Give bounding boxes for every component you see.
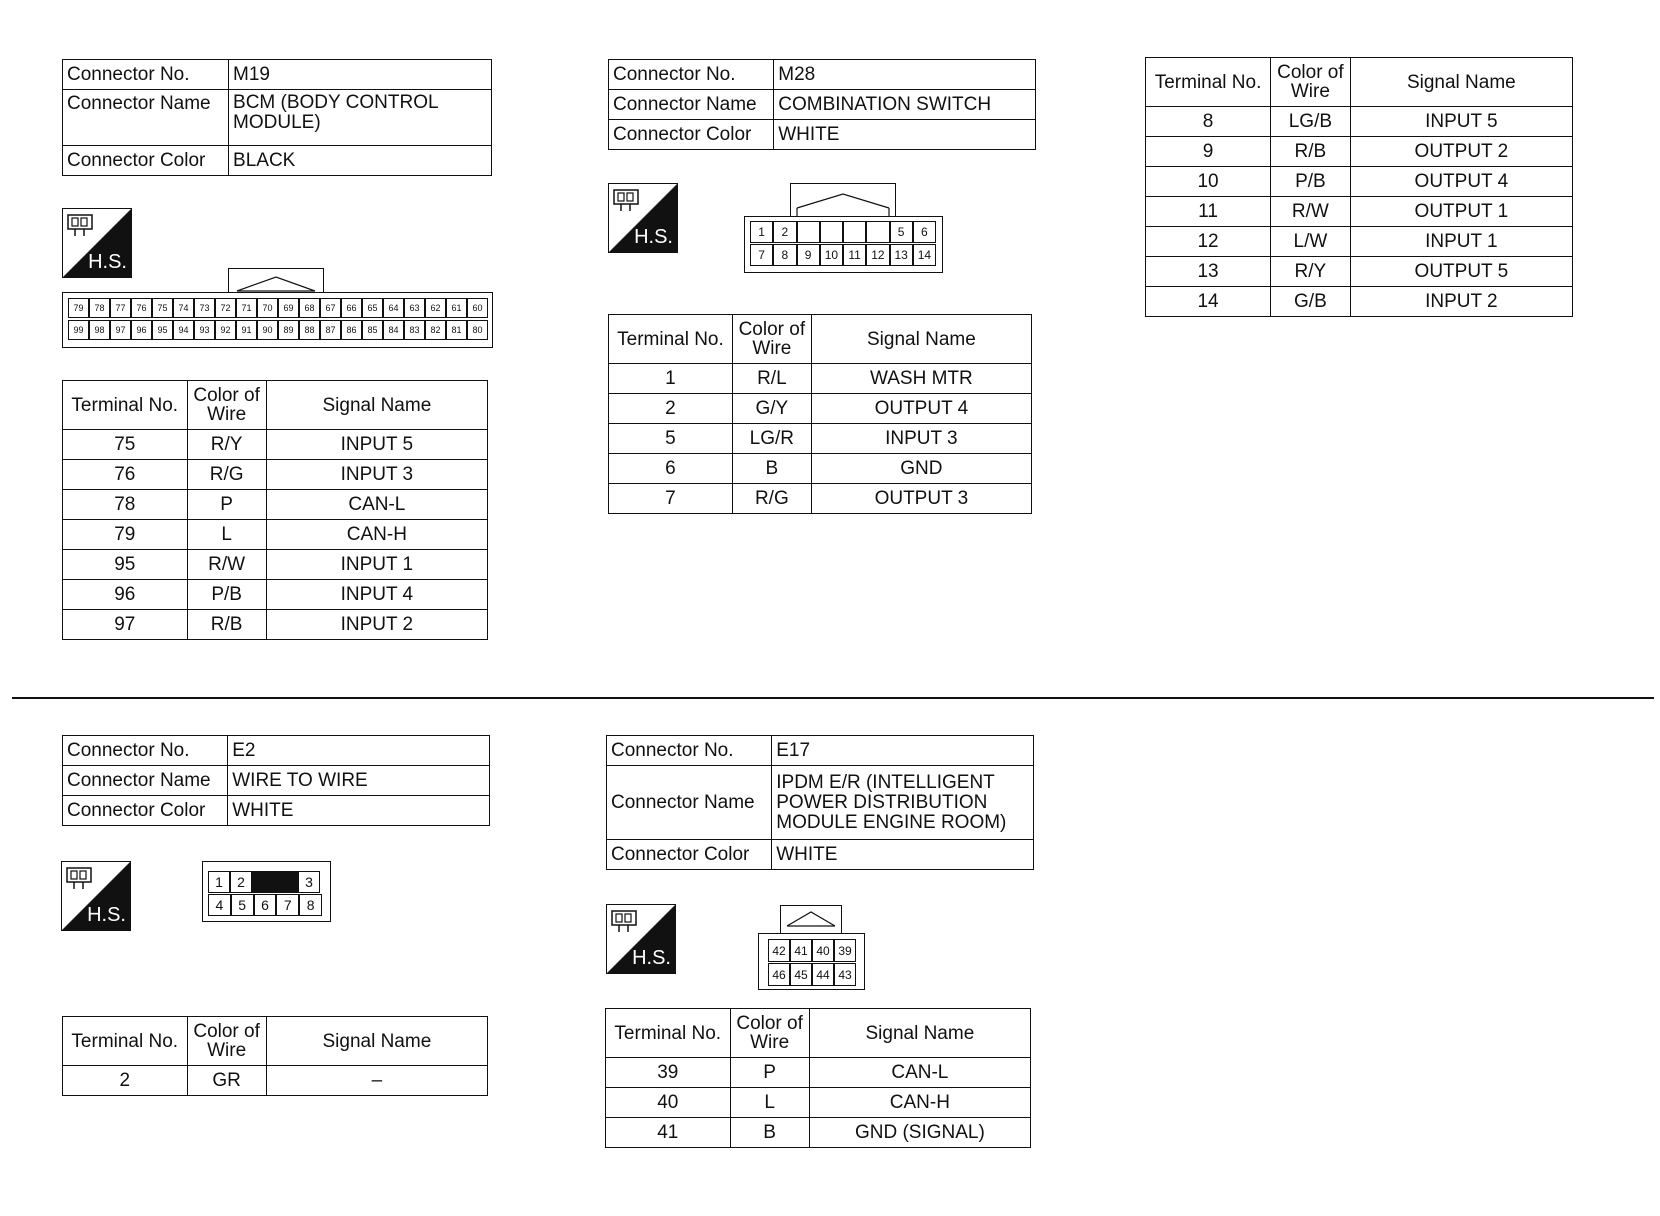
signal-cell: OUTPUT 5 xyxy=(1350,257,1572,287)
pin-71: 71 xyxy=(236,298,257,318)
table-row xyxy=(609,484,1032,514)
pin-65: 65 xyxy=(362,298,383,318)
table-row xyxy=(63,580,488,610)
pin-2: 2 xyxy=(773,221,796,243)
table-row xyxy=(606,1118,1031,1148)
terminal-cell: 41 xyxy=(606,1118,731,1148)
pin-90: 90 xyxy=(257,320,278,340)
pin-88: 88 xyxy=(299,320,320,340)
pin-2: 2 xyxy=(230,871,252,893)
terminal-cell: 14 xyxy=(1146,287,1271,317)
color-cell: R/Y xyxy=(1271,257,1351,287)
m19-terminal-table xyxy=(62,380,488,640)
signal-cell: OUTPUT 4 xyxy=(1350,167,1572,197)
pin-39: 39 xyxy=(834,939,856,962)
pin-80: 80 xyxy=(467,320,488,340)
signal-cell: INPUT 4 xyxy=(266,580,487,610)
header-signal: Signal Name xyxy=(1350,58,1572,107)
pin-1: 1 xyxy=(750,221,773,243)
table-row xyxy=(1146,137,1573,167)
terminal-cell: 7 xyxy=(609,484,733,514)
pin-40: 40 xyxy=(812,939,834,962)
pin-1: 1 xyxy=(208,871,230,893)
info-value: BCM (BODY CONTROL MODULE) xyxy=(229,90,492,146)
e2-connector-info xyxy=(62,735,490,826)
terminal-cell: 40 xyxy=(606,1088,731,1118)
section-divider xyxy=(12,697,1654,699)
m28-terminal-table xyxy=(608,314,1032,514)
header-terminal: Terminal No. xyxy=(609,315,733,364)
info-row xyxy=(609,120,1036,150)
header-color: Color of Wire xyxy=(187,381,266,430)
header-terminal: Terminal No. xyxy=(606,1009,731,1058)
info-value: M19 xyxy=(229,60,492,90)
pin-45: 45 xyxy=(790,963,812,986)
terminal-cell: 39 xyxy=(606,1058,731,1088)
connector-latch xyxy=(228,268,324,293)
color-cell: G/Y xyxy=(732,394,811,424)
pin-63: 63 xyxy=(404,298,425,318)
table-row xyxy=(63,520,488,550)
terminal-cell: 97 xyxy=(63,610,188,640)
pin-83: 83 xyxy=(404,320,425,340)
pin-96: 96 xyxy=(131,320,152,340)
terminal-cell: 95 xyxy=(63,550,188,580)
pin-row-bottom xyxy=(208,894,322,916)
table-row xyxy=(606,1088,1031,1118)
info-key: Connector Name xyxy=(63,90,229,146)
color-cell: G/B xyxy=(1271,287,1351,317)
e17-terminal-table xyxy=(605,1008,1031,1148)
info-value: E17 xyxy=(772,736,1034,766)
terminal-cell: 78 xyxy=(63,490,188,520)
pin-8: 8 xyxy=(299,894,322,916)
m28-connector-info xyxy=(608,59,1036,150)
table-row xyxy=(63,460,488,490)
signal-cell: OUTPUT 4 xyxy=(811,394,1031,424)
color-cell: P xyxy=(187,490,266,520)
table-row xyxy=(609,394,1032,424)
color-cell: P/B xyxy=(1271,167,1351,197)
signal-cell: INPUT 3 xyxy=(811,424,1031,454)
pin-78: 78 xyxy=(89,298,110,318)
pin-87: 87 xyxy=(320,320,341,340)
harness-side-label: H.S. xyxy=(634,226,673,248)
harness-side-label: H.S. xyxy=(632,947,671,969)
pin-9: 9 xyxy=(797,244,820,266)
pin-10: 10 xyxy=(820,244,843,266)
terminal-cell: 9 xyxy=(1146,137,1271,167)
pin-68: 68 xyxy=(299,298,320,318)
info-row xyxy=(607,736,1034,766)
pin-5: 5 xyxy=(890,221,913,243)
info-row xyxy=(63,736,490,766)
color-cell: R/G xyxy=(187,460,266,490)
info-value: WIRE TO WIRE xyxy=(228,766,490,796)
table-row xyxy=(609,424,1032,454)
info-value: COMBINATION SWITCH xyxy=(774,90,1036,120)
color-cell: LG/B xyxy=(1271,107,1351,137)
info-row xyxy=(63,766,490,796)
table-row xyxy=(1146,197,1573,227)
info-row xyxy=(607,766,1034,840)
pin-89: 89 xyxy=(278,320,299,340)
color-cell: GR xyxy=(187,1066,266,1096)
empty-cavity xyxy=(820,221,843,243)
pin-77: 77 xyxy=(110,298,131,318)
pin-75: 75 xyxy=(152,298,173,318)
connector-symbol-icon xyxy=(612,188,642,214)
signal-cell: INPUT 5 xyxy=(1350,107,1572,137)
table-row xyxy=(1146,107,1573,137)
pin-93: 93 xyxy=(194,320,215,340)
signal-cell: OUTPUT 3 xyxy=(811,484,1031,514)
pin-46: 46 xyxy=(768,963,790,986)
pin-70: 70 xyxy=(257,298,278,318)
table-header xyxy=(609,315,1032,364)
info-key: Connector Name xyxy=(607,766,772,840)
table-header xyxy=(63,381,488,430)
pin-11: 11 xyxy=(843,244,866,266)
m28-connector-face xyxy=(744,183,944,273)
info-value: WHITE xyxy=(772,840,1034,870)
pin-67: 67 xyxy=(320,298,341,318)
info-row xyxy=(607,840,1034,870)
m28-terminal-table-continued xyxy=(1145,57,1573,317)
pin-69: 69 xyxy=(278,298,299,318)
signal-cell: GND xyxy=(811,454,1031,484)
connector-symbol-icon xyxy=(65,866,95,892)
table-row xyxy=(606,1058,1031,1088)
header-terminal: Terminal No. xyxy=(1146,58,1271,107)
table-header xyxy=(606,1009,1031,1058)
signal-cell: INPUT 2 xyxy=(266,610,487,640)
pin-81: 81 xyxy=(446,320,467,340)
e17-connector-info xyxy=(606,735,1034,870)
pin-91: 91 xyxy=(236,320,257,340)
header-signal: Signal Name xyxy=(266,381,487,430)
pin-73: 73 xyxy=(194,298,215,318)
color-cell: B xyxy=(732,454,811,484)
table-row xyxy=(609,454,1032,484)
e2-terminal-table xyxy=(62,1016,488,1096)
color-cell: LG/R xyxy=(732,424,811,454)
terminal-cell: 6 xyxy=(609,454,733,484)
table-row xyxy=(1146,257,1573,287)
pin-row-top xyxy=(208,871,322,893)
signal-cell: OUTPUT 1 xyxy=(1350,197,1572,227)
header-color: Color of Wire xyxy=(187,1017,266,1066)
pin-94: 94 xyxy=(173,320,194,340)
info-row xyxy=(63,90,492,146)
pin-8: 8 xyxy=(773,244,796,266)
signal-cell: INPUT 1 xyxy=(266,550,487,580)
color-cell: R/B xyxy=(1271,137,1351,167)
color-cell: L xyxy=(730,1088,809,1118)
pin-row-bottom xyxy=(768,963,856,986)
signal-cell: INPUT 2 xyxy=(1350,287,1572,317)
pin-7: 7 xyxy=(750,244,773,266)
pin-61: 61 xyxy=(446,298,467,318)
info-value: WHITE xyxy=(774,120,1036,150)
pin-95: 95 xyxy=(152,320,173,340)
pin-41: 41 xyxy=(790,939,812,962)
header-color: Color of Wire xyxy=(732,315,811,364)
info-key: Connector No. xyxy=(63,60,229,90)
header-terminal: Terminal No. xyxy=(63,381,188,430)
signal-cell: WASH MTR xyxy=(811,364,1031,394)
terminal-cell: 75 xyxy=(63,430,188,460)
terminal-cell: 8 xyxy=(1146,107,1271,137)
pin-44: 44 xyxy=(812,963,834,986)
info-row xyxy=(63,146,492,176)
color-cell: R/L xyxy=(732,364,811,394)
signal-cell: CAN-L xyxy=(266,490,487,520)
m19-connector-info xyxy=(62,59,492,176)
table-row xyxy=(1146,227,1573,257)
harness-side-label: H.S. xyxy=(87,904,126,926)
color-cell: R/W xyxy=(187,550,266,580)
pin-row-top xyxy=(68,298,488,318)
info-value: E2 xyxy=(228,736,490,766)
pin-row-top xyxy=(768,939,856,962)
info-row xyxy=(63,60,492,90)
e2-connector-face xyxy=(202,861,332,923)
color-cell: R/B xyxy=(187,610,266,640)
terminal-cell: 1 xyxy=(609,364,733,394)
terminal-cell: 13 xyxy=(1146,257,1271,287)
table-row xyxy=(609,364,1032,394)
table-row xyxy=(1146,287,1573,317)
header-color: Color of Wire xyxy=(1271,58,1351,107)
info-key: Connector Color xyxy=(63,796,228,826)
table-row xyxy=(63,430,488,460)
info-value: IPDM E/R (INTELLIGENT POWER DISTRIBUTION MODULE ENGINE ROOM) xyxy=(772,766,1034,840)
pin-60: 60 xyxy=(467,298,488,318)
pin-62: 62 xyxy=(425,298,446,318)
header-signal: Signal Name xyxy=(811,315,1031,364)
pin-3: 3 xyxy=(298,871,320,893)
header-signal: Signal Name xyxy=(266,1017,487,1066)
info-row xyxy=(609,90,1036,120)
signal-cell: INPUT 1 xyxy=(1350,227,1572,257)
empty-cavity xyxy=(252,871,298,893)
pin-99: 99 xyxy=(68,320,89,340)
pin-14: 14 xyxy=(913,244,936,266)
signal-cell: GND (SIGNAL) xyxy=(809,1118,1030,1148)
terminal-cell: 2 xyxy=(609,394,733,424)
info-key: Connector No. xyxy=(63,736,228,766)
pin-85: 85 xyxy=(362,320,383,340)
info-key: Connector Color xyxy=(607,840,772,870)
terminal-cell: 76 xyxy=(63,460,188,490)
terminal-cell: 12 xyxy=(1146,227,1271,257)
table-header xyxy=(1146,58,1573,107)
harness-side-icon xyxy=(61,861,131,931)
table-header xyxy=(63,1017,488,1066)
pin-6: 6 xyxy=(254,894,277,916)
pin-12: 12 xyxy=(866,244,889,266)
color-cell: R/Y xyxy=(187,430,266,460)
info-value: M28 xyxy=(774,60,1036,90)
pin-5: 5 xyxy=(231,894,254,916)
pin-97: 97 xyxy=(110,320,131,340)
pin-76: 76 xyxy=(131,298,152,318)
pin-66: 66 xyxy=(341,298,362,318)
signal-cell: INPUT 3 xyxy=(266,460,487,490)
signal-cell: CAN-H xyxy=(809,1088,1030,1118)
e17-connector-face xyxy=(758,905,868,991)
header-color: Color of Wire xyxy=(730,1009,809,1058)
pin-4: 4 xyxy=(208,894,231,916)
pin-row-bottom xyxy=(750,244,936,266)
connector-symbol-icon xyxy=(66,213,96,239)
header-signal: Signal Name xyxy=(809,1009,1030,1058)
pin-42: 42 xyxy=(768,939,790,962)
info-key: Connector Name xyxy=(609,90,774,120)
color-cell: B xyxy=(730,1118,809,1148)
signal-cell: CAN-L xyxy=(809,1058,1030,1088)
pin-row-bottom xyxy=(68,320,488,340)
signal-cell: CAN-H xyxy=(266,520,487,550)
m19-connector-face xyxy=(62,268,494,348)
terminal-cell: 2 xyxy=(63,1066,188,1096)
color-cell: R/G xyxy=(732,484,811,514)
pin-43: 43 xyxy=(834,963,856,986)
info-key: Connector Color xyxy=(609,120,774,150)
color-cell: P/B xyxy=(187,580,266,610)
harness-side-label: H.S. xyxy=(88,251,127,273)
pin-86: 86 xyxy=(341,320,362,340)
header-terminal: Terminal No. xyxy=(63,1017,188,1066)
info-value: WHITE xyxy=(228,796,490,826)
terminal-cell: 5 xyxy=(609,424,733,454)
pin-82: 82 xyxy=(425,320,446,340)
pin-row-top xyxy=(750,221,936,243)
connector-latch xyxy=(790,183,896,217)
terminal-cell: 79 xyxy=(63,520,188,550)
table-row xyxy=(63,490,488,520)
pin-74: 74 xyxy=(173,298,194,318)
empty-cavity xyxy=(797,221,820,243)
pin-7: 7 xyxy=(276,894,299,916)
info-value: BLACK xyxy=(229,146,492,176)
info-key: Connector No. xyxy=(607,736,772,766)
pin-13: 13 xyxy=(890,244,913,266)
harness-side-icon xyxy=(608,183,678,253)
connector-latch xyxy=(780,905,842,934)
color-cell: P xyxy=(730,1058,809,1088)
color-cell: L/W xyxy=(1271,227,1351,257)
pin-79: 79 xyxy=(68,298,89,318)
info-key: Connector No. xyxy=(609,60,774,90)
terminal-cell: 96 xyxy=(63,580,188,610)
signal-cell: INPUT 5 xyxy=(266,430,487,460)
empty-cavity xyxy=(843,221,866,243)
table-row xyxy=(63,1066,488,1096)
signal-cell: OUTPUT 2 xyxy=(1350,137,1572,167)
connector-symbol-icon xyxy=(610,909,640,935)
signal-cell: – xyxy=(266,1066,487,1096)
pin-98: 98 xyxy=(89,320,110,340)
info-row xyxy=(609,60,1036,90)
table-row xyxy=(63,610,488,640)
pin-72: 72 xyxy=(215,298,236,318)
table-row xyxy=(1146,167,1573,197)
pin-6: 6 xyxy=(913,221,936,243)
harness-side-icon xyxy=(606,904,676,974)
terminal-cell: 10 xyxy=(1146,167,1271,197)
info-key: Connector Name xyxy=(63,766,228,796)
pin-84: 84 xyxy=(383,320,404,340)
color-cell: L xyxy=(187,520,266,550)
info-row xyxy=(63,796,490,826)
info-key: Connector Color xyxy=(63,146,229,176)
color-cell: R/W xyxy=(1271,197,1351,227)
table-row xyxy=(63,550,488,580)
pin-92: 92 xyxy=(215,320,236,340)
pin-64: 64 xyxy=(383,298,404,318)
empty-cavity xyxy=(866,221,889,243)
terminal-cell: 11 xyxy=(1146,197,1271,227)
